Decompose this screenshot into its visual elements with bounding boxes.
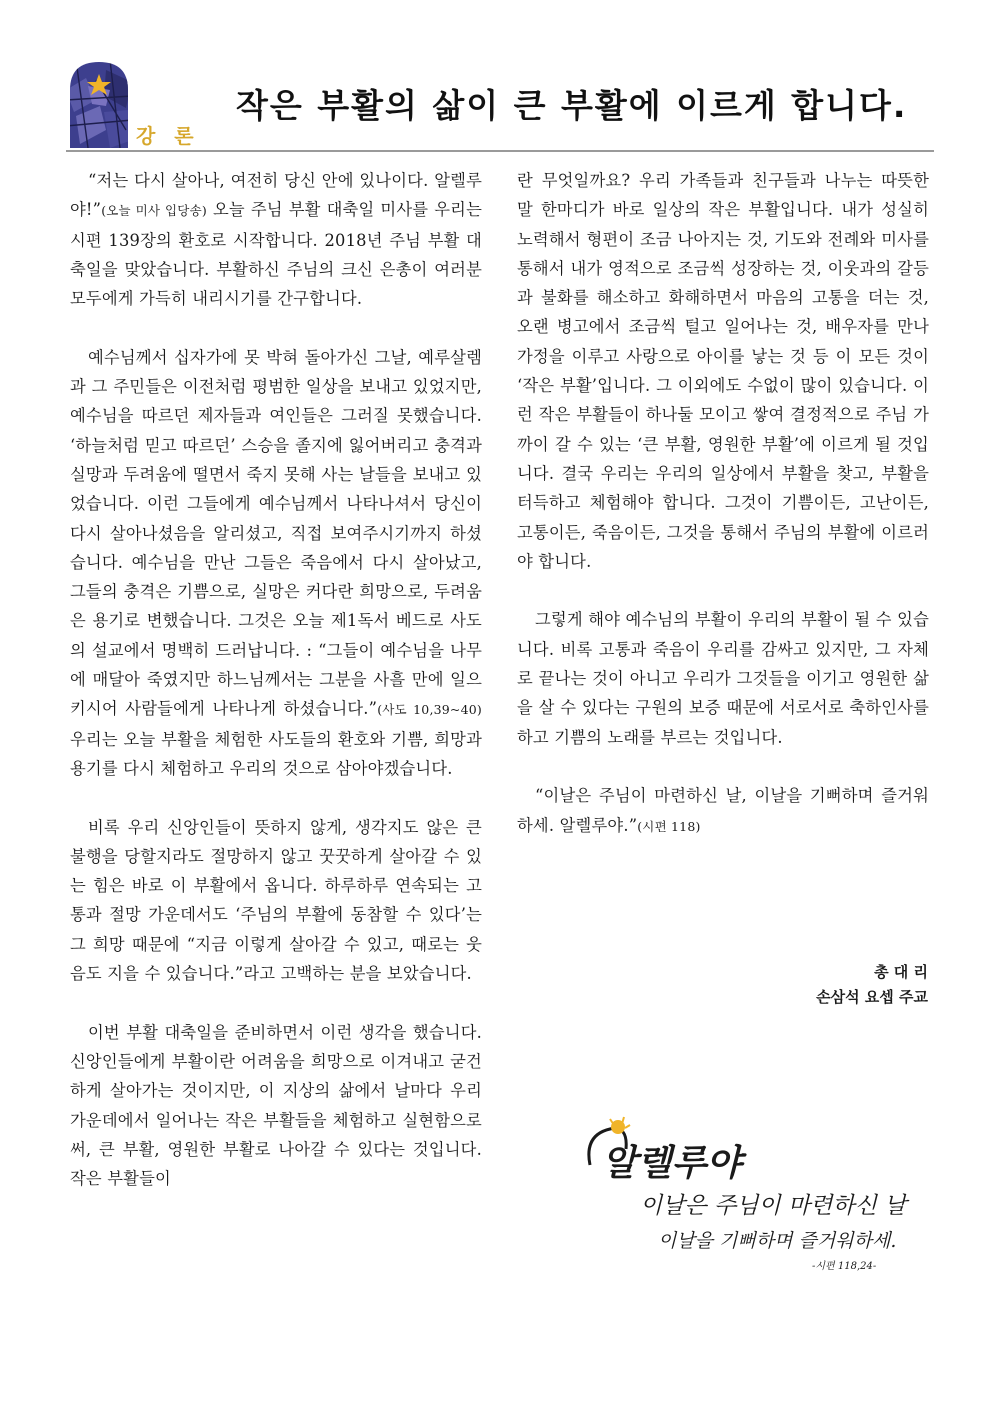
calligraphy-line: 알렐루야 (602, 1142, 742, 1184)
page-title: 작은 부활의 삶이 큰 부활에 이르게 합니다. (236, 86, 908, 125)
paragraph (70, 343, 482, 783)
section-label: 강 론 (136, 124, 200, 148)
left-column (70, 166, 482, 1223)
quote-text: “이날은 주님이 마련하신 날, 이날을 기뻐하며 즐거워하세. 알렐루야.” (517, 786, 929, 835)
paragraph-text: 우리는 오늘 부활을 체험한 사도들의 환호와 기쁨, 희망과 용기를 다시 체험하고 우리의 것으로 삼아야겠습니다. (70, 729, 482, 778)
paragraph-text: “저는 다시 살아나, 여전히 당신 안에 있나이다. 알렐루야!” (70, 171, 482, 220)
calligraphy-artwork (580, 1115, 920, 1285)
author-role: 총 대 리 (874, 963, 928, 981)
paragraph (70, 166, 482, 313)
paragraph: 이번 부활 대축일을 준비하면서 이런 생각을 했습니다. 신앙인들에게 부활이란 어려움을 희망으로 이겨내고 굳건하게 살아가는 것이지만, 이 지상의 삶에서 날마다 우리 가운데에서 일어나는 작은 부활들을 체험하고 실현함으로써, 큰 부활, 영원한 부활로 나아갈 수 있다는 것입니다. 작은 부활들이 (70, 1022, 482, 1189)
page-header (66, 58, 934, 152)
author-name: 손삼석 요셉 주교 (816, 988, 928, 1006)
calligraphy-line: 이날을 기뻐하며 즐거워하세. (658, 1230, 897, 1252)
paragraph-text: 오늘 주님 부활 대축일 미사를 우리는 시편 139장의 환호로 시작합니다. 2018년 주님 부활 대축일을 맞았습니다. 부활하신 주님의 크신 은총이 여러분 모두에게 가득히 내리시기를 간구합니다. (70, 200, 482, 309)
stained-glass-icon (66, 60, 132, 148)
paragraph: 그렇게 해야 예수님의 부활이 우리의 부활이 될 수 있습니다. 비록 고통과 죽음이 우리를 감싸고 있지만, 그 자체로 끝나는 것이 아니고 우리가 그것들을 이기고 영원한 삶을 살 수 있다는 구원의 보증 때문에 서로서로 축하인사를 하고 기쁨의 노래를 부르는 것입니다. (517, 610, 929, 747)
calligraphy-line: 이날은 주님이 마련하신 날 (640, 1193, 907, 1219)
paragraph (517, 781, 929, 841)
paragraph-text: 예수님께서 십자가에 못 박혀 돌아가신 그날, 예루살렘과 그 주민들은 이전처럼 평범한 일상을 보내고 있었지만, 예수님을 따르던 제자들과 여인들은 그러질 못했습니다. ‘하늘처럼 믿고 따르던’ 스승을 졸지에 잃어버리고 충격과 실망과 두려움에 떨면서 죽지 못해 사는 날들을 보내고 있었습니다. 이런 그들에게 예수님께서 나타나셔서 당신이 다시 살아나셨음을 알리셨고, 직접 보여주시기까지 하셨습니다. 예수님을 만난 그들은 죽음에서 다시 살아났고, 그들의 충격은 기쁨으로, 실망은 커다란 희망으로, 두려움은 용기로 변했습니다. 그것은 오늘 제1독서 베드로 사도의 설교에서 명백히 드러납니다. : “그들이 예수님을 나무에 매달아 죽였지만 하느님께서는 그분을 사흘 만에 일으키시어 사람들에게 나타나게 하셨습니다.” (70, 347, 482, 719)
header-divider (66, 150, 934, 152)
author-byline (816, 960, 928, 1010)
citation-note: (사도 10,39~40) (377, 702, 482, 718)
citation-note: (시편 118) (637, 818, 701, 834)
calligraphy-line: -시편 118,24- (812, 1261, 877, 1272)
paragraph: 비록 우리 신앙인들이 뜻하지 않게, 생각지도 않은 큰 불행을 당할지라도 절망하지 않고 꿋꿋하게 살아갈 수 있는 힘은 바로 이 부활에서 옵니다. 하루하루 연속되는 고통과 절망 가운데서도 ‘주님의 부활에 동참할 수 있다’는 그 희망 때문에 “지금 이렇게 살아갈 수 있고, 때로는 웃음도 지을 수 있습니다.”라고 고백하는 분을 보았습니다. (70, 817, 482, 984)
paragraph: 란 무엇일까요? 우리 가족들과 친구들과 나누는 따뜻한 말 한마디가 바로 일상의 작은 부활입니다. 내가 성실히 노력해서 형편이 조금 나아지는 것, 기도와 전례와 미사를 통해서 내가 영적으로 조금씩 성장하는 것, 이웃과의 갈등과 불화를 해소하고 화해하면서 마음의 고통을 더는 것, 오랜 병고에서 조금씩 털고 일어나는 것, 배우자를 만나 가정을 이루고 사랑으로 아이를 낳는 것 등 이 모든 것이 ‘작은 부활’입니다. 그 이외에도 수없이 많이 있습니다. 이런 작은 부활들이 하나둘 모이고 쌓여 결정적으로 주님 가까이 갈 수 있는 ‘큰 부활, 영원한 부활’에 이르게 될 것입니다. 결국 우리는 우리의 일상에서 부활을 찾고, 부활을 터득하고 체험해야 합니다. 그것이 기쁨이든, 고난이든, 고통이든, 죽음이든, 그것을 통해서 주님의 부활에 이르러야 합니다. (517, 171, 929, 571)
right-column (517, 166, 929, 870)
citation-note: (오늘 미사 입당송) (101, 203, 207, 219)
